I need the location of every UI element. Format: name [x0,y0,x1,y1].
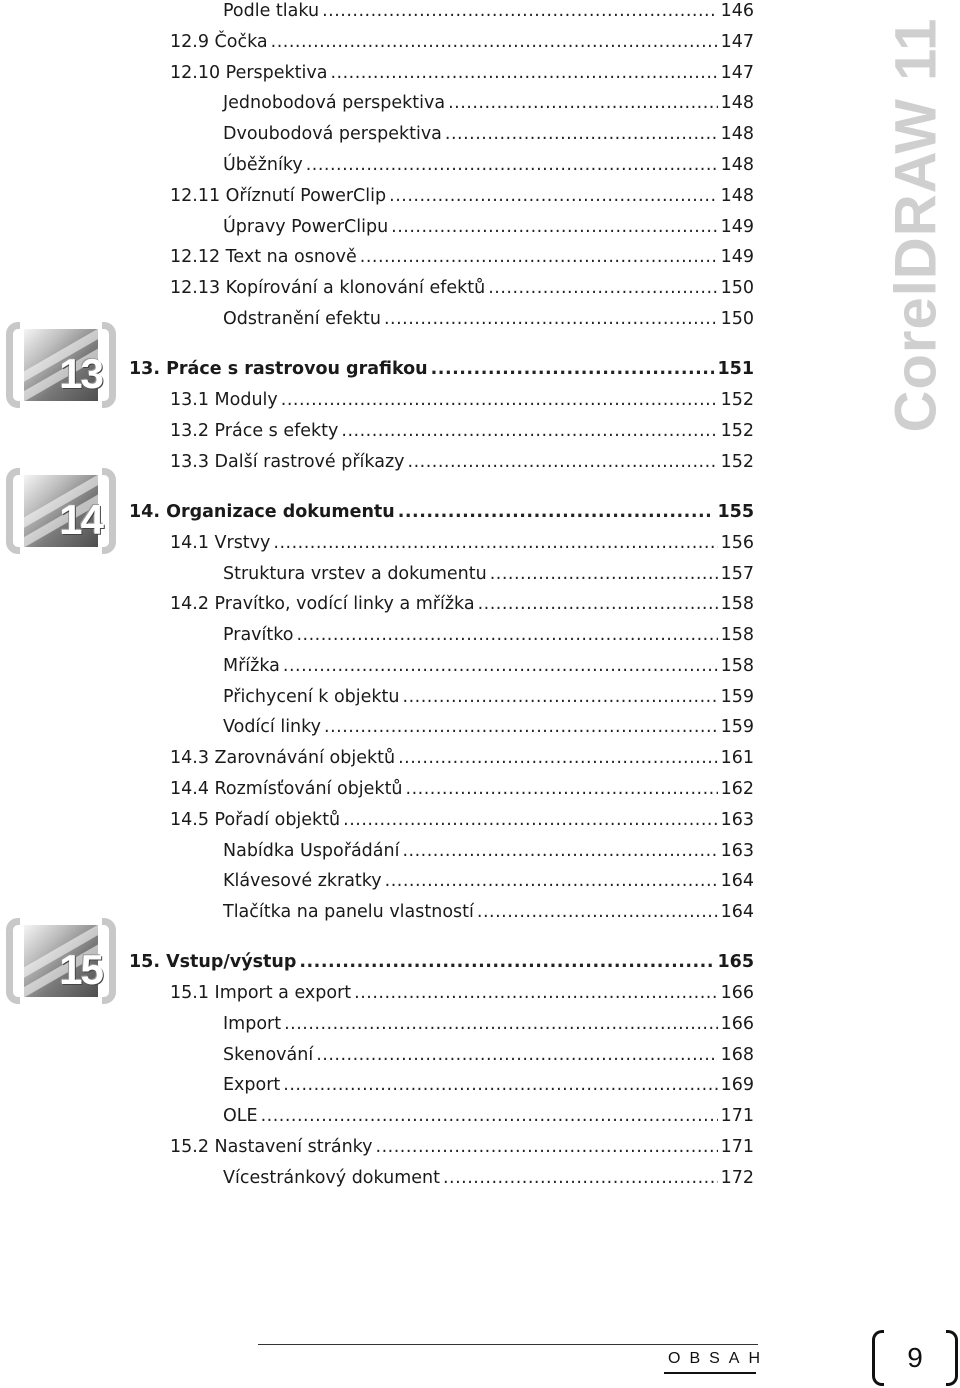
toc-leader-dots [391,216,717,238]
toc-entry [223,716,754,738]
toc-entry [223,1044,754,1066]
toc-leader-dots [431,358,715,380]
toc-leader-dots [273,532,717,554]
toc-entry-title: Odstranění efektu [223,309,381,329]
toc-entry-page: 168 [720,1045,754,1065]
toc-entry-title: 12.9 Čočka [170,32,268,52]
toc-entry [170,809,754,831]
toc-entry-page: 156 [720,533,754,553]
toc-entry-page: 148 [720,186,754,206]
toc-entry-title: 15. Vstup/výstup [129,952,297,972]
toc-entry-page: 149 [720,217,754,237]
toc-entry-title: 14. Organizace dokumentu [129,502,395,522]
toc-entry-title: Přichycení k objektu [223,687,400,707]
toc-leader-dots [488,277,717,299]
toc-leader-dots [402,840,717,862]
footer-rule [258,1344,758,1345]
toc-entry-title: 15.2 Nastavení stránky [170,1137,373,1157]
toc-entry-title: Jednobodová perspektiva [223,93,446,113]
toc-entry-page: 149 [720,247,754,267]
toc-entry-title: Mřížka [223,656,280,676]
toc-leader-dots [403,686,718,708]
page-number: 9 [907,1342,923,1373]
toc-entry-title: 13.2 Práce s efekty [170,421,339,441]
toc-entry-page: 164 [720,902,754,922]
toc-entry [223,154,754,176]
toc-entry-page: 166 [720,1014,754,1034]
toc-leader-dots [341,420,717,442]
toc-entry-page: 158 [720,625,754,645]
toc-leader-dots [398,747,718,769]
toc-entry-title: 14.1 Vrstvy [170,533,271,553]
toc-entry-title: 14.4 Rozmísťování objektů [170,779,403,799]
toc-leader-dots [478,593,718,615]
toc-leader-dots [271,31,718,53]
toc-entry [170,778,754,800]
toc-chapter-entry [129,501,754,523]
toc-entry-page: 171 [720,1137,754,1157]
toc-entry-page: 147 [720,32,754,52]
toc-entry [170,62,754,84]
toc-leader-dots [376,1136,718,1158]
toc-entry-page: 146 [720,1,754,21]
toc-leader-dots [398,501,715,523]
toc-leader-dots [322,0,718,22]
toc-entry [170,451,754,473]
toc-entry-title: 12.13 Kopírování a klonování efektů [170,278,486,298]
toc-entry-title: Skenování [223,1045,314,1065]
toc-entry-title: Úpravy PowerClipu [223,217,389,237]
toc-entry-page: 166 [720,983,754,1003]
toc-leader-dots [443,1167,718,1189]
toc-entry-title: Import [223,1014,282,1034]
toc-entry-title: 13.1 Moduly [170,390,278,410]
footer-section-underline [664,1372,756,1374]
toc-entry [223,840,754,862]
toc-leader-dots [406,778,718,800]
page-number-box [872,1330,958,1386]
toc-entry-page: 152 [720,421,754,441]
footer-section-label: OBSAH [668,1350,770,1367]
toc-entry-page: 161 [720,748,754,768]
toc-entry-title: 12.12 Text na osnově [170,247,357,267]
toc-entry [170,389,754,411]
toc-leader-dots [283,655,718,677]
toc-entry-page: 164 [720,871,754,891]
toc-entry-title: 13. Práce s rastrovou grafikou [129,359,428,379]
toc-entry [223,92,754,114]
toc-entry [223,0,754,22]
toc-entry [170,747,754,769]
toc-entry-page: 163 [720,810,754,830]
toc-leader-dots [296,624,717,646]
toc-entry [223,624,754,646]
toc-leader-dots [490,563,718,585]
toc-leader-dots [477,901,718,923]
toc-entry-page: 148 [720,93,754,113]
toc-entry-title: 14.5 Pořadí objektů [170,810,341,830]
toc-entry [223,123,754,145]
toc-entry-page: 169 [720,1075,754,1095]
toc-entry [223,308,754,330]
toc-entry-page: 157 [720,564,754,584]
toc-entry-page: 148 [720,124,754,144]
toc-entry [223,901,754,923]
toc-leader-dots [281,389,718,411]
toc-entry [170,593,754,615]
toc-entry-title: 12.11 Oříznutí PowerClip [170,186,387,206]
toc-entry-title: Vícestránkový dokument [223,1168,440,1188]
chapter-15-badge [6,918,116,1004]
chapter-15-number: 15 [59,946,102,993]
toc-leader-dots [324,716,718,738]
toc-leader-dots [316,1044,717,1066]
toc-entry-title: 12.10 Perspektiva [170,63,328,83]
toc-entry-title: OLE [223,1106,258,1126]
toc-entry-title: Tlačítka na panelu vlastností [223,902,474,922]
toc-entry-page: 152 [720,452,754,472]
toc-entry [170,532,754,554]
toc-leader-dots [283,1074,717,1096]
chapter-13-number: 13 [59,350,102,397]
toc-leader-dots [343,809,717,831]
toc-entry [170,246,754,268]
toc-leader-dots [354,982,717,1004]
toc-leader-dots [261,1105,718,1127]
toc-leader-dots [299,951,714,973]
toc-entry [223,563,754,585]
toc-entry [170,31,754,53]
toc-entry [223,1105,754,1127]
chapter-14-badge [6,468,116,554]
toc-leader-dots [384,308,718,330]
toc-entry-title: 13.3 Další rastrové příkazy [170,452,405,472]
toc-leader-dots [306,154,718,176]
toc-entry-title: Dvoubodová perspektiva [223,124,442,144]
toc-entry-page: 159 [720,717,754,737]
toc-entry [170,420,754,442]
toc-entry [170,1136,754,1158]
toc-leader-dots [330,62,717,84]
toc-entry-title: Podle tlaku [223,1,320,21]
toc-entry-title: Export [223,1075,281,1095]
chapter-13-badge [6,322,116,408]
toc-entry-page: 150 [720,309,754,329]
toc-entry [223,870,754,892]
toc-entry-page: 171 [720,1106,754,1126]
toc-leader-dots [385,870,718,892]
toc-entry [223,655,754,677]
toc-entry-page: 155 [717,502,754,522]
chapter-14-number: 14 [59,496,102,543]
toc-entry-page: 150 [720,278,754,298]
toc-entry-title: 14.2 Pravítko, vodící linky a mřížka [170,594,475,614]
toc-entry-page: 162 [720,779,754,799]
toc-leader-dots [360,246,718,268]
side-title-text: CorelDRAW 11 [883,17,949,433]
toc-leader-dots [448,92,717,114]
toc-entry-title: 14.3 Zarovnávání objektů [170,748,396,768]
toc-entry-title: 15.1 Import a export [170,983,352,1003]
toc-entry-page: 147 [720,63,754,83]
toc-leader-dots [284,1013,718,1035]
side-title [883,0,949,450]
toc-entry [223,686,754,708]
toc-entry [170,185,754,207]
toc-entry-page: 158 [720,656,754,676]
toc-entry-title: Vodící linky [223,717,322,737]
toc-entry-page: 158 [720,594,754,614]
toc-entry-page: 163 [720,841,754,861]
toc-entry-title: Struktura vrstev a dokumentu [223,564,487,584]
toc-entry-page: 152 [720,390,754,410]
toc-entry-page: 148 [720,155,754,175]
toc-entry-page: 165 [717,952,754,972]
toc-entry-page: 159 [720,687,754,707]
toc-entry [223,1074,754,1096]
toc-leader-dots [445,123,718,145]
toc-entry [223,216,754,238]
toc-entry-title: Pravítko [223,625,294,645]
toc-chapter-entry [129,358,754,380]
toc-entry-page: 151 [717,359,754,379]
toc-entry-page: 172 [720,1168,754,1188]
toc-leader-dots [389,185,717,207]
toc-entry [170,277,754,299]
toc-entry-title: Úběžníky [223,155,303,175]
toc-leader-dots [408,451,718,473]
toc-entry-title: Nabídka Uspořádání [223,841,400,861]
toc-entry [223,1013,754,1035]
toc-chapter-entry [129,951,754,973]
toc-entry-title: Klávesové zkratky [223,871,382,891]
toc-entry [170,982,754,1004]
toc-entry [223,1167,754,1189]
